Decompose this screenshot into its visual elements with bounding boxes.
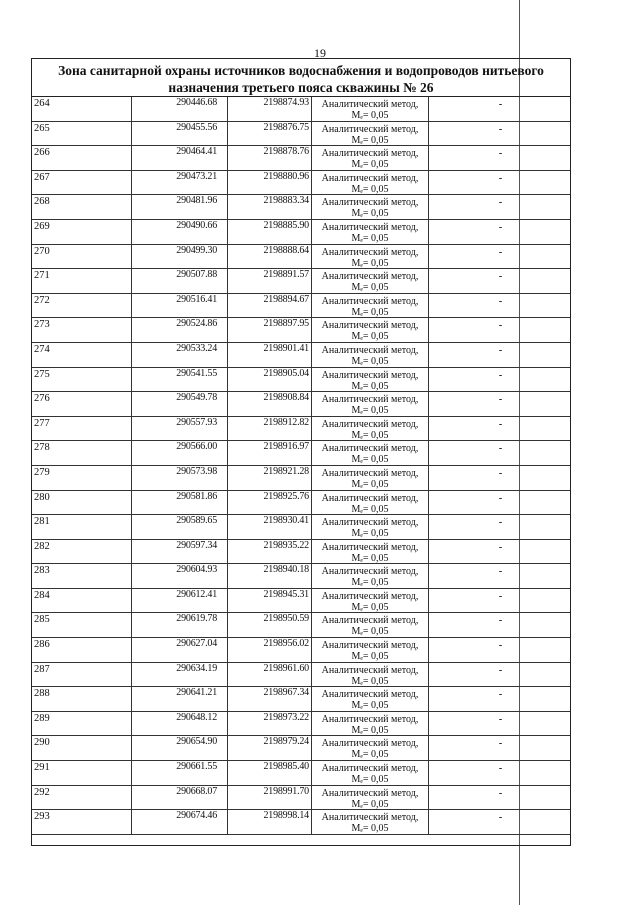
table-body [32,97,570,835]
dash-cell: - [498,615,503,627]
method-accuracy: Mₑ= 0,05 [351,774,389,786]
method-cell [312,146,429,170]
method-accuracy: Mₑ= 0,05 [351,282,389,294]
dash-cell: - [498,246,503,258]
y-coordinate: 2198961.60 [228,663,312,687]
x-coordinate: 290589.65 [132,515,228,539]
method-accuracy: Mₑ= 0,05 [351,306,389,318]
dash-cell: - [498,664,503,676]
x-coordinate: 290661.55 [132,761,228,785]
x-coordinate: 290634.19 [132,663,228,687]
point-number: 291 [32,761,132,785]
dash-cell: - [498,344,503,356]
table-row [32,810,570,835]
x-coordinate: 290641.21 [132,687,228,711]
table-row [32,368,570,393]
method-label: Аналитический метод, [321,590,419,602]
table-row [32,761,570,786]
method-label: Аналитический метод, [321,812,419,824]
table-row [32,663,570,688]
point-number: 277 [32,417,132,441]
dash-cell: - [498,271,503,283]
point-number: 287 [32,663,132,687]
method-accuracy: Mₑ= 0,05 [351,798,389,810]
dash-cell: - [498,99,503,110]
point-number: 278 [32,441,132,465]
method-accuracy: Mₑ= 0,05 [351,478,389,490]
y-coordinate: 2198897.95 [228,318,312,342]
y-coordinate: 2198967.34 [228,687,312,711]
x-coordinate: 290533.24 [132,343,228,367]
point-number: 290 [32,736,132,760]
x-coordinate: 290516.41 [132,294,228,318]
method-label: Аналитический метод, [321,295,419,307]
method-cell [312,712,429,736]
point-number: 283 [32,564,132,588]
method-label: Аналитический метод, [321,271,419,283]
dash-cell: - [498,812,503,824]
method-label: Аналитический метод, [321,148,419,160]
method-accuracy: Mₑ= 0,05 [351,724,389,736]
method-accuracy: Mₑ= 0,05 [351,110,389,121]
y-coordinate: 2198930.41 [228,515,312,539]
y-coordinate: 2198908.84 [228,392,312,416]
method-accuracy: Mₑ= 0,05 [351,355,389,367]
method-cell [312,441,429,465]
method-accuracy: Mₑ= 0,05 [351,651,389,663]
method-cell [312,786,429,810]
x-coordinate: 290566.00 [132,441,228,465]
point-number: 280 [32,491,132,515]
table-row [32,417,570,442]
method-label: Аналитический метод, [321,344,419,356]
y-coordinate: 2198878.76 [228,146,312,170]
y-coordinate: 2198880.96 [228,171,312,195]
y-coordinate: 2198894.67 [228,294,312,318]
method-accuracy: Mₑ= 0,05 [351,823,389,835]
page-number: 19 [314,46,326,60]
method-cell [312,687,429,711]
table-row [32,245,570,270]
table-row [32,564,570,589]
method-accuracy: Mₑ= 0,05 [351,503,389,515]
table-row [32,736,570,761]
y-coordinate: 2198973.22 [228,712,312,736]
y-coordinate: 2198912.82 [228,417,312,441]
method-accuracy: Mₑ= 0,05 [351,208,389,220]
method-cell [312,540,429,564]
dash-cell: - [498,541,503,553]
method-cell [312,810,429,834]
method-accuracy: Mₑ= 0,05 [351,675,389,687]
y-coordinate: 2198876.75 [228,122,312,146]
method-cell [312,663,429,687]
coordinates-table [31,58,571,846]
method-label: Аналитический метод, [321,689,419,701]
method-label: Аналитический метод, [321,246,419,258]
method-cell [312,195,429,219]
point-number: 279 [32,466,132,490]
table-row [32,515,570,540]
method-accuracy: Mₑ= 0,05 [351,601,389,613]
method-label: Аналитический метод, [321,517,419,529]
method-cell [312,343,429,367]
method-label: Аналитический метод, [321,123,419,135]
dash-cell: - [498,492,503,504]
dash-cell: - [498,640,503,652]
method-cell [312,220,429,244]
table-row [32,97,570,122]
x-coordinate: 290654.90 [132,736,228,760]
table-row [32,712,570,737]
table-row [32,466,570,491]
y-coordinate: 2198925.76 [228,491,312,515]
y-coordinate: 2198921.28 [228,466,312,490]
method-cell [312,318,429,342]
method-accuracy: Mₑ= 0,05 [351,700,389,712]
method-label: Аналитический метод, [321,763,419,775]
header-line-2: назначения третьего пояса скважины № 26 [168,80,434,95]
x-coordinate: 290597.34 [132,540,228,564]
method-accuracy: Mₑ= 0,05 [351,552,389,564]
method-accuracy: Mₑ= 0,05 [351,429,389,441]
point-number: 275 [32,368,132,392]
y-coordinate: 2198998.14 [228,810,312,834]
method-label: Аналитический метод, [321,640,419,652]
table-row [32,786,570,811]
point-number: 289 [32,712,132,736]
method-label: Аналитический метод, [321,418,419,430]
y-coordinate: 2198905.04 [228,368,312,392]
method-accuracy: Mₑ= 0,05 [351,134,389,146]
point-number: 282 [32,540,132,564]
method-cell [312,417,429,441]
method-accuracy: Mₑ= 0,05 [351,454,389,466]
y-coordinate: 2198979.24 [228,736,312,760]
x-coordinate: 290507.88 [132,269,228,293]
dash-cell: - [498,590,503,602]
table-row [32,392,570,417]
method-cell [312,269,429,293]
table-row [32,220,570,245]
x-coordinate: 290668.07 [132,786,228,810]
x-coordinate: 290541.55 [132,368,228,392]
method-label: Аналитический метод, [321,443,419,455]
point-number: 272 [32,294,132,318]
method-cell [312,515,429,539]
y-coordinate: 2198935.22 [228,540,312,564]
method-label: Аналитический метод, [321,320,419,332]
dash-cell: - [498,689,503,701]
dash-cell: - [498,738,503,750]
dash-cell: - [498,221,503,233]
dash-cell: - [498,517,503,529]
method-cell [312,638,429,662]
point-number: 264 [32,97,132,121]
method-label: Аналитический метод, [321,197,419,209]
y-coordinate: 2198956.02 [228,638,312,662]
dash-cell: - [498,713,503,725]
method-cell [312,171,429,195]
method-cell [312,97,429,121]
point-number: 265 [32,122,132,146]
dash-cell: - [498,418,503,430]
dash-cell: - [498,295,503,307]
method-accuracy: Mₑ= 0,05 [351,405,389,417]
table-row [32,687,570,712]
method-accuracy: Mₑ= 0,05 [351,183,389,195]
point-number: 276 [32,392,132,416]
method-cell [312,368,429,392]
dash-cell: - [498,443,503,455]
point-number: 274 [32,343,132,367]
table-row [32,318,570,343]
dash-cell: - [498,566,503,578]
point-number: 292 [32,786,132,810]
dash-cell: - [498,320,503,332]
table-row [32,343,570,368]
table-row [32,441,570,466]
method-label: Аналитический метод, [321,713,419,725]
method-cell [312,122,429,146]
y-coordinate: 2198874.93 [228,97,312,121]
x-coordinate: 290549.78 [132,392,228,416]
method-cell [312,736,429,760]
method-cell [312,491,429,515]
method-label: Аналитический метод, [321,738,419,750]
method-accuracy: Mₑ= 0,05 [351,626,389,638]
method-accuracy: Mₑ= 0,05 [351,232,389,244]
method-accuracy: Mₑ= 0,05 [351,257,389,269]
x-coordinate: 290499.30 [132,245,228,269]
method-cell [312,294,429,318]
method-label: Аналитический метод, [321,541,419,553]
method-label: Аналитический метод, [321,369,419,381]
table-row [32,122,570,147]
y-coordinate: 2198991.70 [228,786,312,810]
x-coordinate: 290581.86 [132,491,228,515]
method-accuracy: Mₑ= 0,05 [351,528,389,540]
x-coordinate: 290455.56 [132,122,228,146]
method-cell [312,589,429,613]
table-row [32,269,570,294]
method-label: Аналитический метод, [321,787,419,799]
point-number: 268 [32,195,132,219]
y-coordinate: 2198891.57 [228,269,312,293]
x-coordinate: 290573.98 [132,466,228,490]
method-accuracy: Mₑ= 0,05 [351,331,389,343]
table-row [32,171,570,196]
method-accuracy: Mₑ= 0,05 [351,159,389,171]
method-label: Аналитический метод, [321,221,419,233]
y-coordinate: 2198985.40 [228,761,312,785]
point-number: 273 [32,318,132,342]
y-coordinate: 2198888.64 [228,245,312,269]
x-coordinate: 290619.78 [132,613,228,637]
method-label: Аналитический метод, [321,172,419,184]
point-number: 269 [32,220,132,244]
method-accuracy: Mₑ= 0,05 [351,577,389,589]
point-number: 284 [32,589,132,613]
method-label: Аналитический метод, [321,492,419,504]
method-accuracy: Mₑ= 0,05 [351,749,389,761]
dash-cell: - [498,394,503,406]
x-coordinate: 290473.21 [132,171,228,195]
y-coordinate: 2198950.59 [228,613,312,637]
x-coordinate: 290674.46 [132,810,228,834]
header-line-1: Зона санитарной охраны источников водоснабжения и водопроводов нитьевого [58,63,544,78]
y-coordinate: 2198916.97 [228,441,312,465]
dash-cell: - [498,197,503,209]
x-coordinate: 290524.86 [132,318,228,342]
method-cell [312,564,429,588]
table-row [32,540,570,565]
method-cell [312,466,429,490]
x-coordinate: 290604.93 [132,564,228,588]
dash-cell: - [498,467,503,479]
method-cell [312,392,429,416]
x-coordinate: 290481.96 [132,195,228,219]
dash-cell: - [498,148,503,160]
dash-cell: - [498,369,503,381]
point-number: 293 [32,810,132,834]
method-cell [312,613,429,637]
table-row [32,613,570,638]
table-row [32,195,570,220]
x-coordinate: 290612.41 [132,589,228,613]
point-number: 267 [32,171,132,195]
point-number: 286 [32,638,132,662]
method-label: Аналитический метод, [321,99,419,110]
point-number: 281 [32,515,132,539]
table-row [32,589,570,614]
table-row [32,491,570,516]
y-coordinate: 2198885.90 [228,220,312,244]
x-coordinate: 290557.93 [132,417,228,441]
y-coordinate: 2198940.18 [228,564,312,588]
y-coordinate: 2198945.31 [228,589,312,613]
method-label: Аналитический метод, [321,394,419,406]
dash-cell: - [498,123,503,135]
table-row [32,638,570,663]
method-label: Аналитический метод, [321,664,419,676]
x-coordinate: 290464.41 [132,146,228,170]
x-coordinate: 290648.12 [132,712,228,736]
y-coordinate: 2198901.41 [228,343,312,367]
dash-cell: - [498,763,503,775]
table-header [32,59,570,97]
point-number: 271 [32,269,132,293]
point-number: 285 [32,613,132,637]
y-coordinate: 2198883.34 [228,195,312,219]
dash-cell: - [498,172,503,184]
method-label: Аналитический метод, [321,467,419,479]
method-cell [312,761,429,785]
point-number: 288 [32,687,132,711]
point-number: 270 [32,245,132,269]
method-label: Аналитический метод, [321,566,419,578]
x-coordinate: 290490.66 [132,220,228,244]
method-accuracy: Mₑ= 0,05 [351,380,389,392]
method-cell [312,245,429,269]
point-number: 266 [32,146,132,170]
method-label: Аналитический метод, [321,615,419,627]
x-coordinate: 290446.68 [132,97,228,121]
table-row [32,146,570,171]
x-coordinate: 290627.04 [132,638,228,662]
dash-cell: - [498,787,503,799]
table-row [32,294,570,319]
